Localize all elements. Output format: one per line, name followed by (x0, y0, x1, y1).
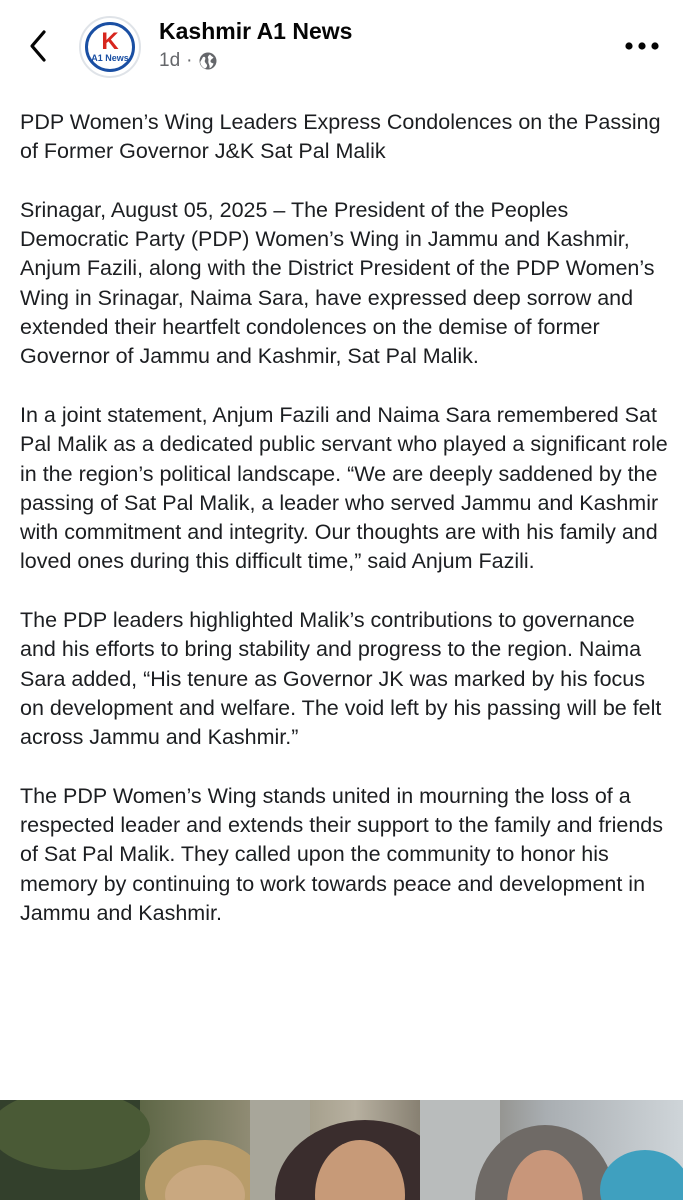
post-paragraph: The PDP leaders highlighted Malik’s contributions to governance and his efforts to bring stability and progress to the region. Naima Sara added, “His tenure as Governor JK was marked by his focus on development and welfare. The void left by his passing will be felt across Jammu and Kashmir.” (20, 608, 662, 750)
page-logo (85, 22, 135, 72)
post-paragraph: In a joint statement, Anjum Fazili and Naima Sara remembered Sat Pal Malik as a dedicated public servant who played a significant role in the region’s political landscape. “We are deeply saddened by the passing of Sat Pal Malik, a leader who served Jammu and Kashmir with commitment and integrity. Our thoughts are with his family and loved ones during this difficult time,” said Anjum Fazili. (20, 402, 668, 574)
post-meta (159, 50, 218, 72)
globe-icon (198, 51, 218, 71)
post-paragraph: Srinagar, August 05, 2025 – The President of the Peoples Democratic Party (PDP) Women’s Wing in Jammu and Kashmir, Anjum Fazili, along with the District President of the PDP Women’s Wing in Srinagar, Naima Sara, have expressed deep sorrow and extended their heartfelt condolences on the demise of former Governor of Jammu and Kashmir, Sat Pal Malik. (20, 197, 655, 369)
logo-letter: K (101, 28, 119, 55)
chevron-left-icon (28, 29, 48, 63)
more-options-button[interactable] (620, 30, 664, 62)
page-name[interactable]: Kashmir A1 News (159, 18, 353, 44)
meta-separator: · (186, 50, 193, 71)
post-time[interactable]: 1d (159, 50, 181, 71)
photo-content (0, 1100, 683, 1200)
post-paragraph: The PDP Women’s Wing stands united in mourning the loss of a respected leader and extends their support to the family and friends of Sat Pal Malik. They called upon the community to honor his memory by continuing to work towards peace and development in Jammu and Kashmir. (20, 783, 663, 926)
post-headline: PDP Women’s Wing Leaders Express Condolences on the Passing of Former Governor J&K Sat Pal Malik (20, 110, 661, 164)
post-photo[interactable] (0, 1100, 683, 1200)
page-avatar[interactable] (79, 16, 141, 78)
more-horizontal-icon (624, 41, 660, 51)
back-button[interactable] (22, 26, 54, 66)
post-text (20, 108, 670, 958)
post-header (0, 0, 683, 95)
logo-subtitle: A1 News (91, 53, 129, 63)
